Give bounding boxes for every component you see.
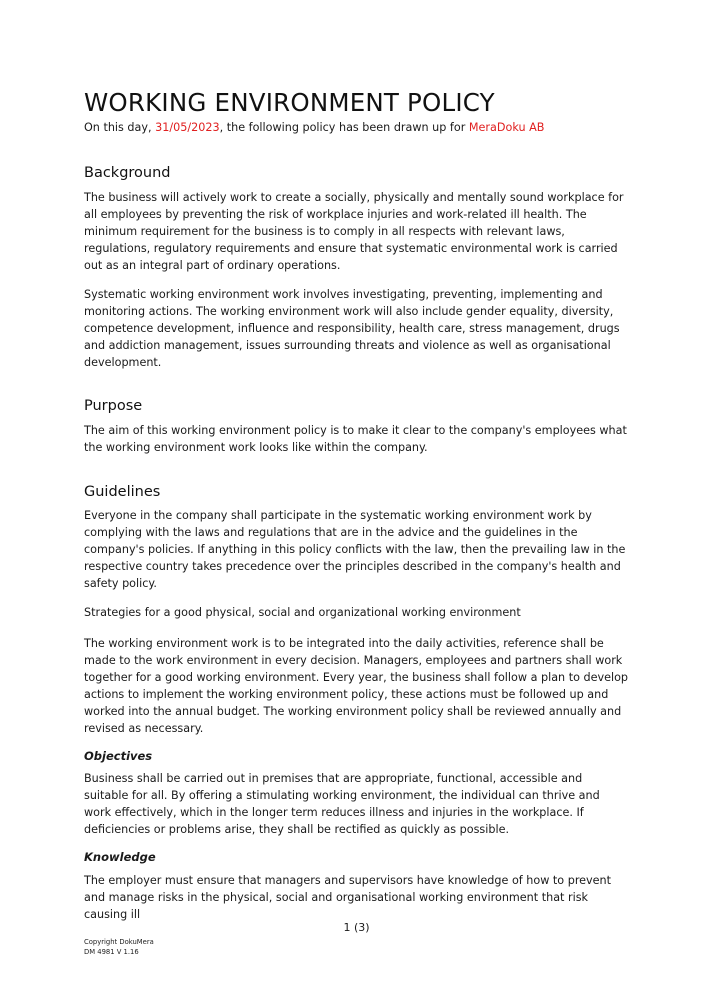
intro-middle: , the following policy has been drawn up for <box>219 121 469 134</box>
footer <box>84 937 154 957</box>
objectives-paragraph-1: Business shall be carried out in premises that are appropriate, functional, accessible and suitable for all. By offering a stimulating working environment, the individual can thrive and work effectively, which in the longer term reduces illness and injuries in the workplace. If deficiencies or problems arise, they shall be rectified as quickly as possible. <box>84 772 600 836</box>
knowledge-paragraph-1: The employer must ensure that managers and supervisors have knowledge of how to prevent and manage risks in the physical, social and organisational working environment that risk causing ill <box>84 874 612 921</box>
subheading-objectives: Objectives <box>84 749 153 763</box>
subheading-knowledge: Knowledge <box>84 850 156 864</box>
footer-doc-id: DM 4981 V 1.16 <box>84 948 139 956</box>
intro-prefix: On this day, <box>84 121 156 134</box>
company-name: MeraDoku AB <box>468 121 545 134</box>
background-paragraph-2: Systematic working environment work involves investigating, preventing, implementing and monitoring actions. The working environment work will also include gender equality, diversity, competence development, influence and responsibility, health care, stress management, drugs and addiction management, issues surrounding threats and violence as well as organisational development. <box>84 288 620 369</box>
footer-copyright: Copyright DokuMera <box>84 938 154 946</box>
section-heading-purpose: Purpose <box>84 398 143 414</box>
guidelines-paragraph-1: Everyone in the company shall participate in the systematic working environment work by complying with the laws and regulations that are in the advice and the guidelines in the company's policies. If anything in this policy conflicts with the law, then the prevailing law in the respective country takes precedence over the principles described in the company's health and safety policy. <box>84 509 626 590</box>
section-heading-guidelines: Guidelines <box>84 484 161 500</box>
page-number: 1 (3) <box>343 921 370 934</box>
background-paragraph-1: The business will actively work to create a socially, physically and mentally sound workplace for all employees by preventing the risk of workplace injuries and work-related ill health. The minimum requirement for the business is to comply in all respects with relevant laws, regulations, regulatory requirements and ensure that systematic environmental work is carried out as an integral part of ordinary operations. <box>84 191 624 272</box>
policy-date: 31/05/2023 <box>155 121 220 134</box>
section-heading-background: Background <box>84 165 171 181</box>
intro-line <box>84 121 544 134</box>
page-title: WORKING ENVIRONMENT POLICY <box>84 88 495 117</box>
guidelines-paragraph-2: Strategies for a good physical, social and organizational working environment <box>84 606 521 619</box>
purpose-paragraph-1: The aim of this working environment policy is to make it clear to the company's employees what the working environment work looks like within the company. <box>84 424 627 454</box>
guidelines-paragraph-3: The working environment work is to be integrated into the daily activities, reference shall be made to the work environment in every decision. Managers, employees and partners shall work together for a good working environment. Every year, the business shall follow a plan to develop actions to implement the working environment policy, these actions must be followed up and worked into the annual budget. The working environment policy shall be reviewed annually and revised as necessary. <box>84 637 629 735</box>
